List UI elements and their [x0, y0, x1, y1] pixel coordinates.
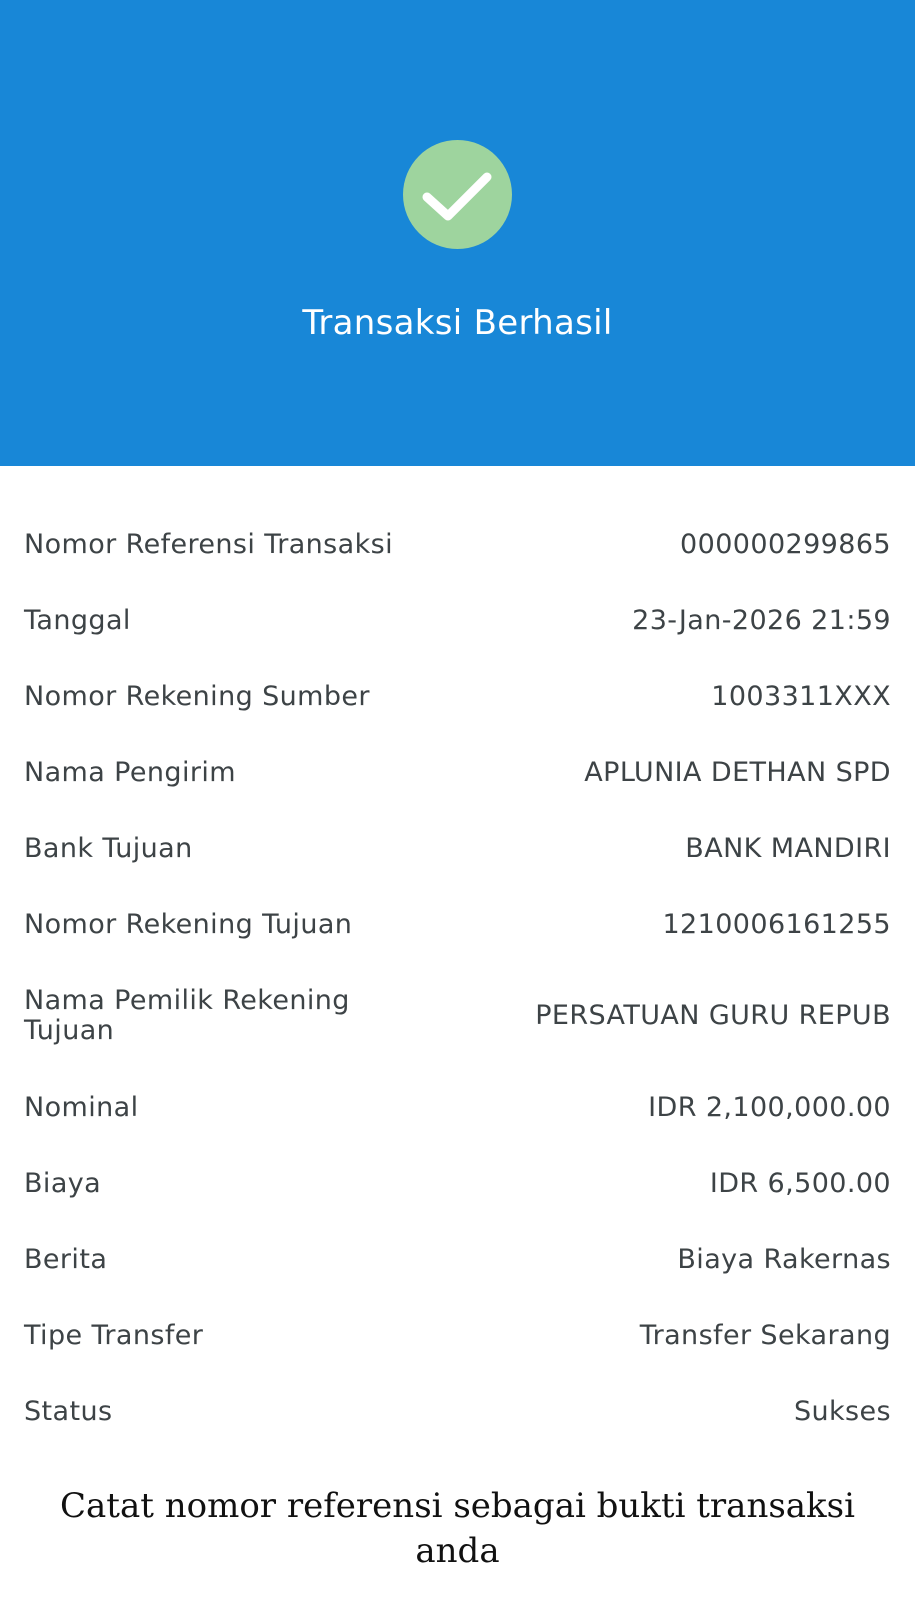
detail-label: Status [24, 1396, 113, 1427]
detail-label: Tipe Transfer [24, 1320, 204, 1351]
detail-label: Nama Pemilik Rekening Tujuan [24, 985, 350, 1046]
detail-value: 23-Jan-2026 21:59 [632, 605, 891, 636]
detail-value: BANK MANDIRI [685, 833, 891, 864]
detail-row-date [0, 606, 915, 682]
success-header [0, 0, 915, 466]
detail-label: Nomor Referensi Transaksi [24, 529, 393, 560]
detail-label: Berita [24, 1244, 108, 1275]
detail-row-reference-number [0, 530, 915, 606]
page-title: Transaksi Berhasil [302, 303, 613, 343]
detail-value: PERSATUAN GURU REPUB [535, 1000, 891, 1031]
detail-label: Tanggal [24, 605, 131, 636]
detail-label: Bank Tujuan [24, 833, 193, 864]
detail-label: Nama Pengirim [24, 757, 236, 788]
detail-label: Nomor Rekening Sumber [24, 681, 370, 712]
reference-note: Catat nomor referensi sebagai bukti transaksi anda [60, 1486, 855, 1571]
transaction-details-list [0, 530, 915, 1473]
detail-row-status [0, 1397, 915, 1473]
checkmark-icon [403, 140, 512, 249]
detail-label: Nomor Rekening Tujuan [24, 909, 353, 940]
detail-row-amount [0, 1093, 915, 1169]
detail-label: Biaya [24, 1168, 102, 1199]
detail-row-account-holder [0, 986, 915, 1093]
detail-value: 000000299865 [680, 529, 891, 560]
detail-value: IDR 2,100,000.00 [648, 1092, 891, 1123]
detail-value: Biaya Rakernas [677, 1244, 891, 1275]
detail-row-message [0, 1245, 915, 1321]
detail-value: IDR 6,500.00 [709, 1168, 891, 1199]
detail-row-source-account [0, 682, 915, 758]
detail-row-transfer-type [0, 1321, 915, 1397]
detail-value: Transfer Sekarang [639, 1320, 891, 1351]
detail-row-fee [0, 1169, 915, 1245]
detail-value: 1210006161255 [662, 909, 891, 940]
success-check-icon [403, 140, 512, 249]
detail-value: APLUNIA DETHAN SPD [584, 757, 891, 788]
detail-row-destination-bank [0, 834, 915, 910]
status-value: Sukses [793, 1396, 891, 1427]
detail-row-destination-account [0, 910, 915, 986]
detail-value: 1003311XXX [711, 681, 891, 712]
detail-label: Nominal [24, 1092, 139, 1123]
detail-row-sender-name [0, 758, 915, 834]
